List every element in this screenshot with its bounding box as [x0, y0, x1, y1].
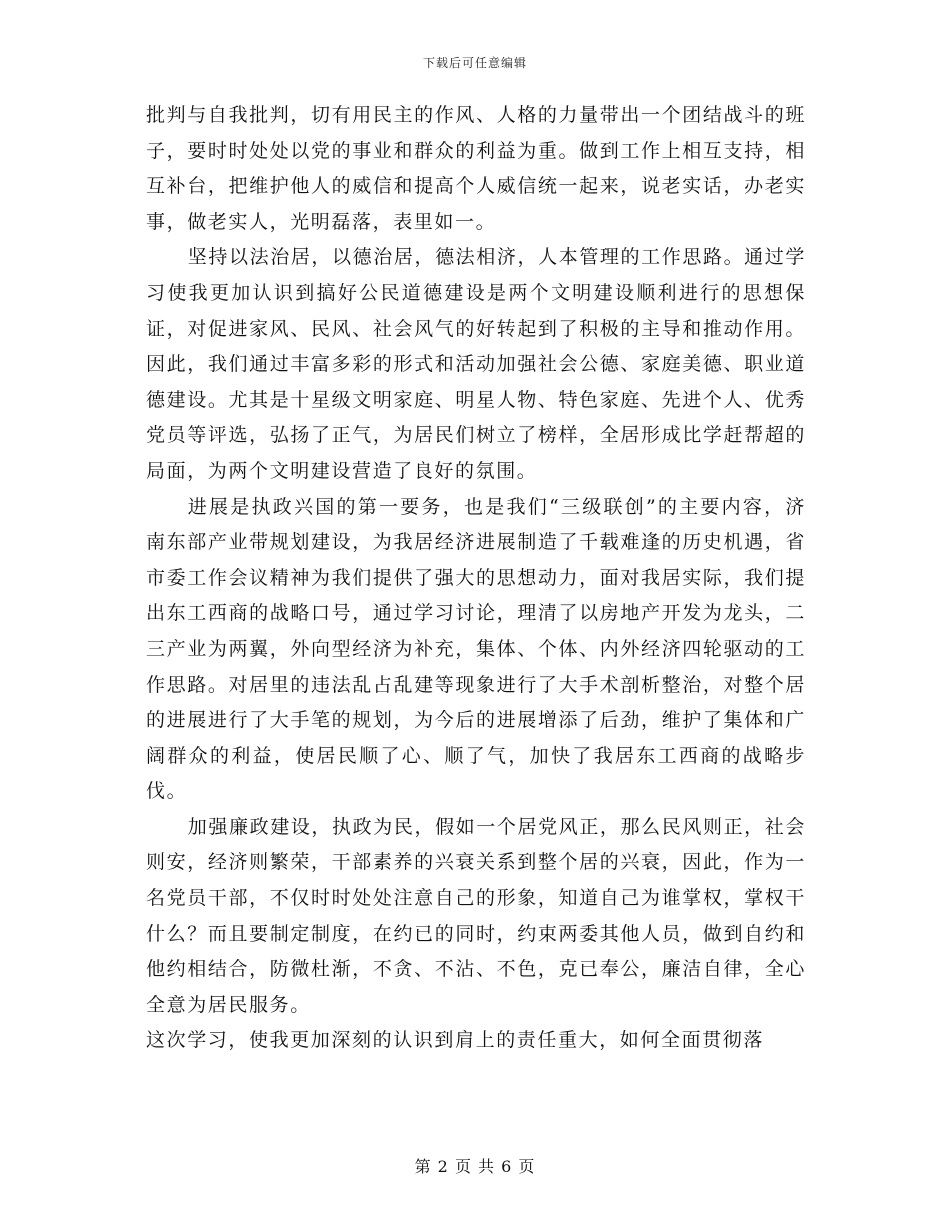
- paragraph-continued: 批判与自我批判，切有用民主的作风、人格的力量带出一个团结战斗的班子，要时时处处以党的事业和群众的利益为重。做到工作上相互支持，相互补台，把维护他人的威信和提高个人威信统一起来，说老实话，办老实事，做老实人，光明磊落，表里如一。: [146, 104, 806, 233]
- document-body: [146, 98, 806, 1059]
- page-number-footer: 第 2 页 共 6 页: [414, 1157, 536, 1176]
- paragraph: 进展是执政兴国的第一要务，也是我们“三级联创”的主要内容，济南东部产业带规划建设，为我居经济进展制造了千载难逢的历史机遇，省市委工作会议精神为我们提供了强大的思想动力，面对我居实际，我们提出东工西商的战略口号，通过学习讨论，理清了以房地产开发为龙头，二三产业为两翼，外向型经济为补充，集体、个体、内外经济四轮驱动的工作思路。对居里的违法乱占乱建等现象进行了大手术剖析整治，对整个居的进展进行了大手笔的规划，为今后的进展增添了后劲，维护了集体和广阔群众的利益，使居民顺了心、顺了气，加快了我居东工西商的战略步伐。: [146, 495, 806, 803]
- paragraph: 这次学习，使我更加深刻的认识到肩上的责任重大，如何全面贯彻落: [146, 1029, 765, 1052]
- paragraph: 加强廉政建设，执政为民，假如一个居党风正，那么民风则正，社会则安，经济则繁荣，干部素养的兴衰关系到整个居的兴衰，因此，作为一名党员干部，不仅时时处处注意自己的形象，知道自己为谁掌权，掌权干什么？而且要制定制度，在约已的同时，约束两委其他人员，做到自约和他约相结合，防微杜渐，不贪、不沾、不色，克已奉公，廉洁自律，全心全意为居民服务。: [146, 815, 806, 1016]
- page-header: 下载后可任意编辑: [422, 56, 527, 70]
- paragraph: 坚持以法治居，以德治居，德法相济，人本管理的工作思路。通过学习使我更加认识到搞好公民道德建设是两个文明建设顺利进行的思想保证，对促进家风、民风、社会风气的好转起到了积极的主导和推动作用。因此，我们通过丰富多彩的形式和活动加强社会公德、家庭美德、职业道德建设。尤其是十星级文明家庭、明星人物、特色家庭、先进个人、优秀党员等评选，弘扬了正气，为居民们树立了榜样，全居形成比学赶帮超的局面，为两个文明建设营造了良好的氛围。: [146, 246, 806, 482]
